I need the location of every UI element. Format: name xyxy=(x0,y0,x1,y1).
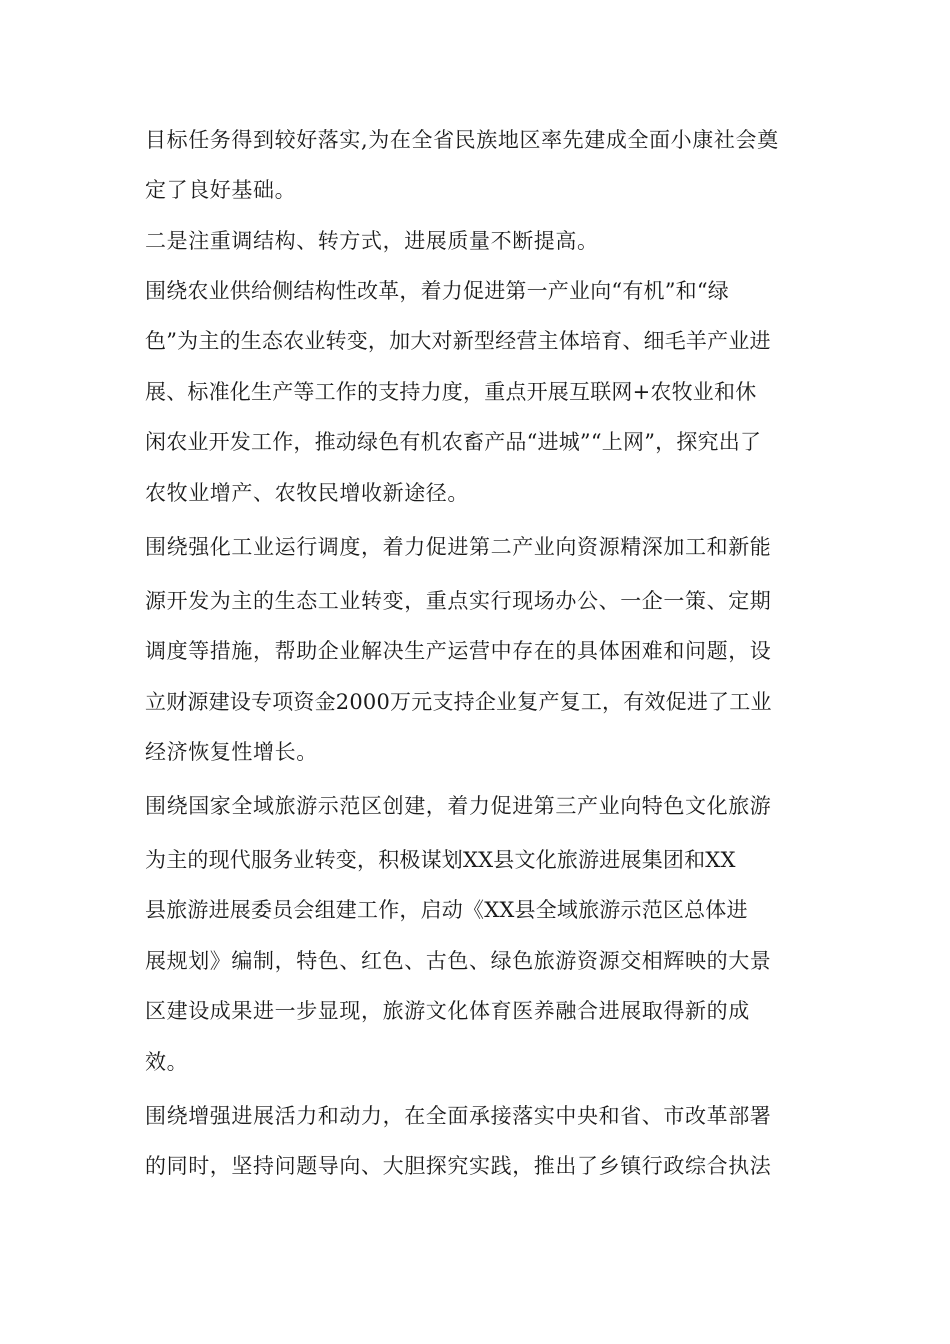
text-line: 围绕国家全域旅游示范区创建，着力促进第三产业向特色文化旅游 xyxy=(145,794,772,818)
text-line: 定了良好基础。 xyxy=(145,178,297,202)
text-line: 围绕强化工业运行调度，着力促进第二产业向资源精深加工和新能 xyxy=(145,535,772,559)
text-line: 效。 xyxy=(145,1050,189,1074)
text-line: 展、标准化生产等工作的支持力度，重点开展互联网+农牧业和休 xyxy=(145,380,757,404)
text-line: 二是注重调结构、转方式，进展质量不断提高。 xyxy=(145,229,599,253)
text-line: 围绕农业供给侧结构性改革，着力促进第一产业向“有机”和“绿 xyxy=(145,279,730,303)
text-line: 围绕增强进展活力和动力，在全面承接落实中央和省、市改革部署 xyxy=(145,1104,772,1128)
text-line: 目标任务得到较好落实,为在全省民族地区率先建成全面小康社会奠 xyxy=(145,128,779,152)
text-line: 农牧业增产、农牧民增收新途径。 xyxy=(145,481,469,505)
text-line: 的同时，坚持问题导向、大胆探究实践，推出了乡镇行政综合执法 xyxy=(145,1154,772,1178)
text-line: 区建设成果进一步显现，旅游文化体育医养融合进展取得新的成 xyxy=(145,999,750,1023)
text-line: 为主的现代服务业转变，积极谋划XX县文化旅游进展集团和XX xyxy=(145,848,736,872)
text-line: 立财源建设专项资金2000万元支持企业复产复工，有效促进了工业 xyxy=(145,690,772,714)
text-line: 经济恢复性增长。 xyxy=(145,740,318,764)
text-line: 闲农业开发工作，推动绿色有机农畜产品“进城”“上网”，探究出了 xyxy=(145,430,762,454)
text-line: 展规划》编制，特色、红色、古色、绿色旅游资源交相辉映的大景 xyxy=(145,949,772,973)
text-line: 县旅游进展委员会组建工作，启动《XX县全域旅游示范区总体进 xyxy=(145,898,748,922)
text-line: 源开发为主的生态工业转变，重点实行现场办公、一企一策、定期 xyxy=(145,589,772,613)
text-line: 色”为主的生态农业转变，加大对新型经营主体培育、细毛羊产业进 xyxy=(145,329,771,353)
text-line: 调度等措施，帮助企业解决生产运营中存在的具体困难和问题，设 xyxy=(145,639,772,663)
